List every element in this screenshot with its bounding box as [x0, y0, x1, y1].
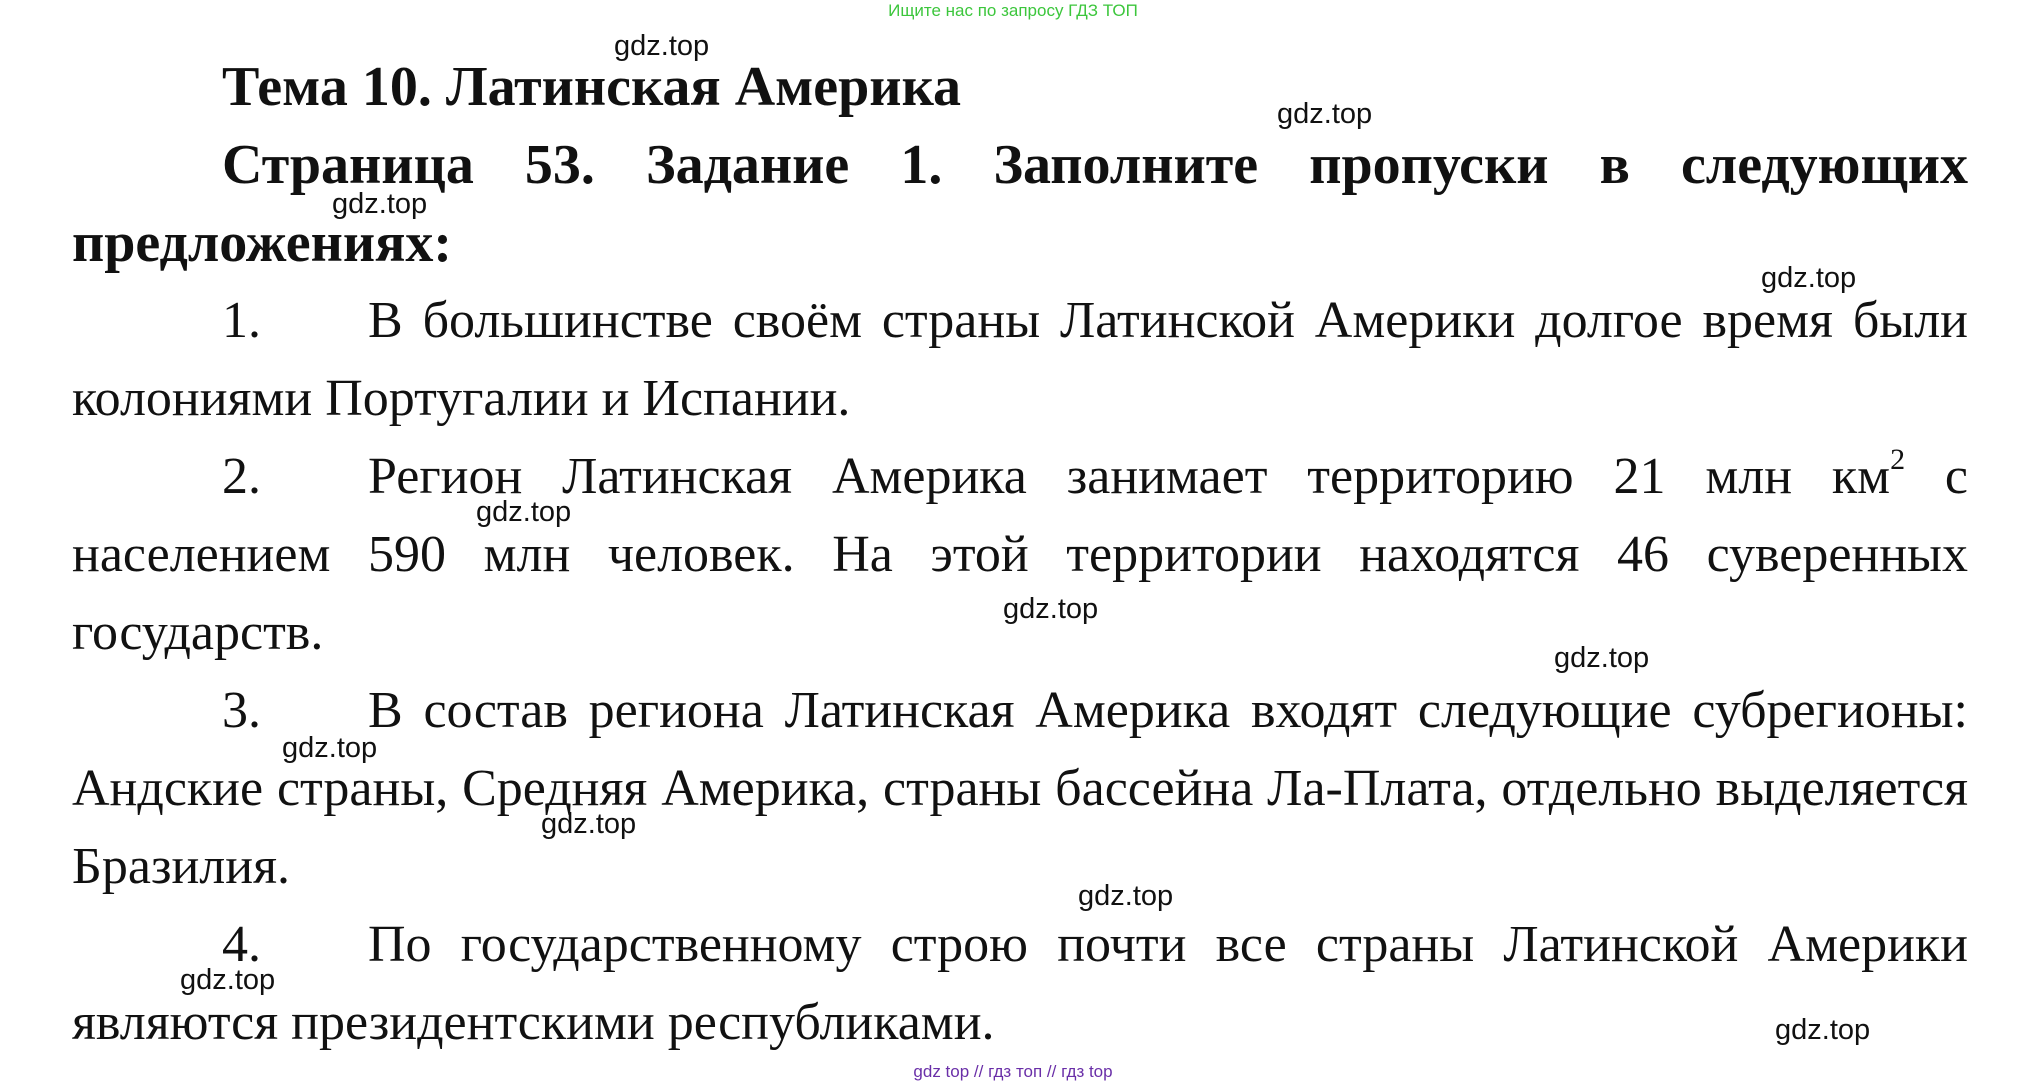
task-title: Страница 53. Задание 1. Заполните пропуски в следующих предложениях:: [72, 134, 1968, 274]
watermark: gdz.top: [1277, 98, 1373, 130]
list-item-1: [72, 282, 1968, 438]
watermark: gdz.top: [614, 30, 710, 62]
footer-links[interactable]: gdz top // гдз топ // гдз top: [913, 1062, 1113, 1081]
item-text: Регион Латинская Америка занимает территорию 21 млн км: [368, 448, 1891, 505]
watermark: gdz.top: [1761, 262, 1857, 294]
top-banner-link[interactable]: Ищите нас по запросу ГДЗ ТОП: [888, 1, 1138, 20]
watermark: gdz.top: [180, 964, 276, 996]
list-item-4: [72, 906, 1968, 1062]
watermark: gdz.top: [1003, 593, 1099, 625]
item-text: В большинстве своём страны Латинской Америки долгое время были колониями Португалии и Испании.: [72, 292, 1968, 427]
item-text-continued: с населением 590 млн человек. На этой территории находятся 46 суверенных государств.: [72, 448, 1968, 661]
item-text: По государственному строю почти все страны Латинской Америки являются президентскими республиками.: [72, 916, 1968, 1051]
watermark: gdz.top: [541, 808, 637, 840]
watermark: gdz.top: [332, 188, 428, 220]
item-number: 3.: [222, 682, 261, 739]
item-number: 2.: [222, 448, 261, 505]
item-number: 4.: [222, 916, 261, 973]
watermark: gdz.top: [1554, 642, 1650, 674]
watermark: gdz.top: [1775, 1014, 1871, 1046]
watermark: gdz.top: [1078, 880, 1174, 912]
item-number: 1.: [222, 292, 261, 349]
item-text: В состав региона Латинская Америка входят следующие субрегионы: Андские страны, Средняя Америка, страны бассейна Ла-Плата, отдельно выделяется Бразилия.: [72, 682, 1968, 895]
topic-title: Тема 10. Латинская Америка: [222, 56, 961, 118]
watermark: gdz.top: [476, 496, 572, 528]
list-item-2: [72, 438, 1968, 672]
list-item-3: [72, 672, 1968, 906]
superscript-exponent: 2: [1890, 443, 1906, 476]
watermark: gdz.top: [282, 732, 378, 764]
